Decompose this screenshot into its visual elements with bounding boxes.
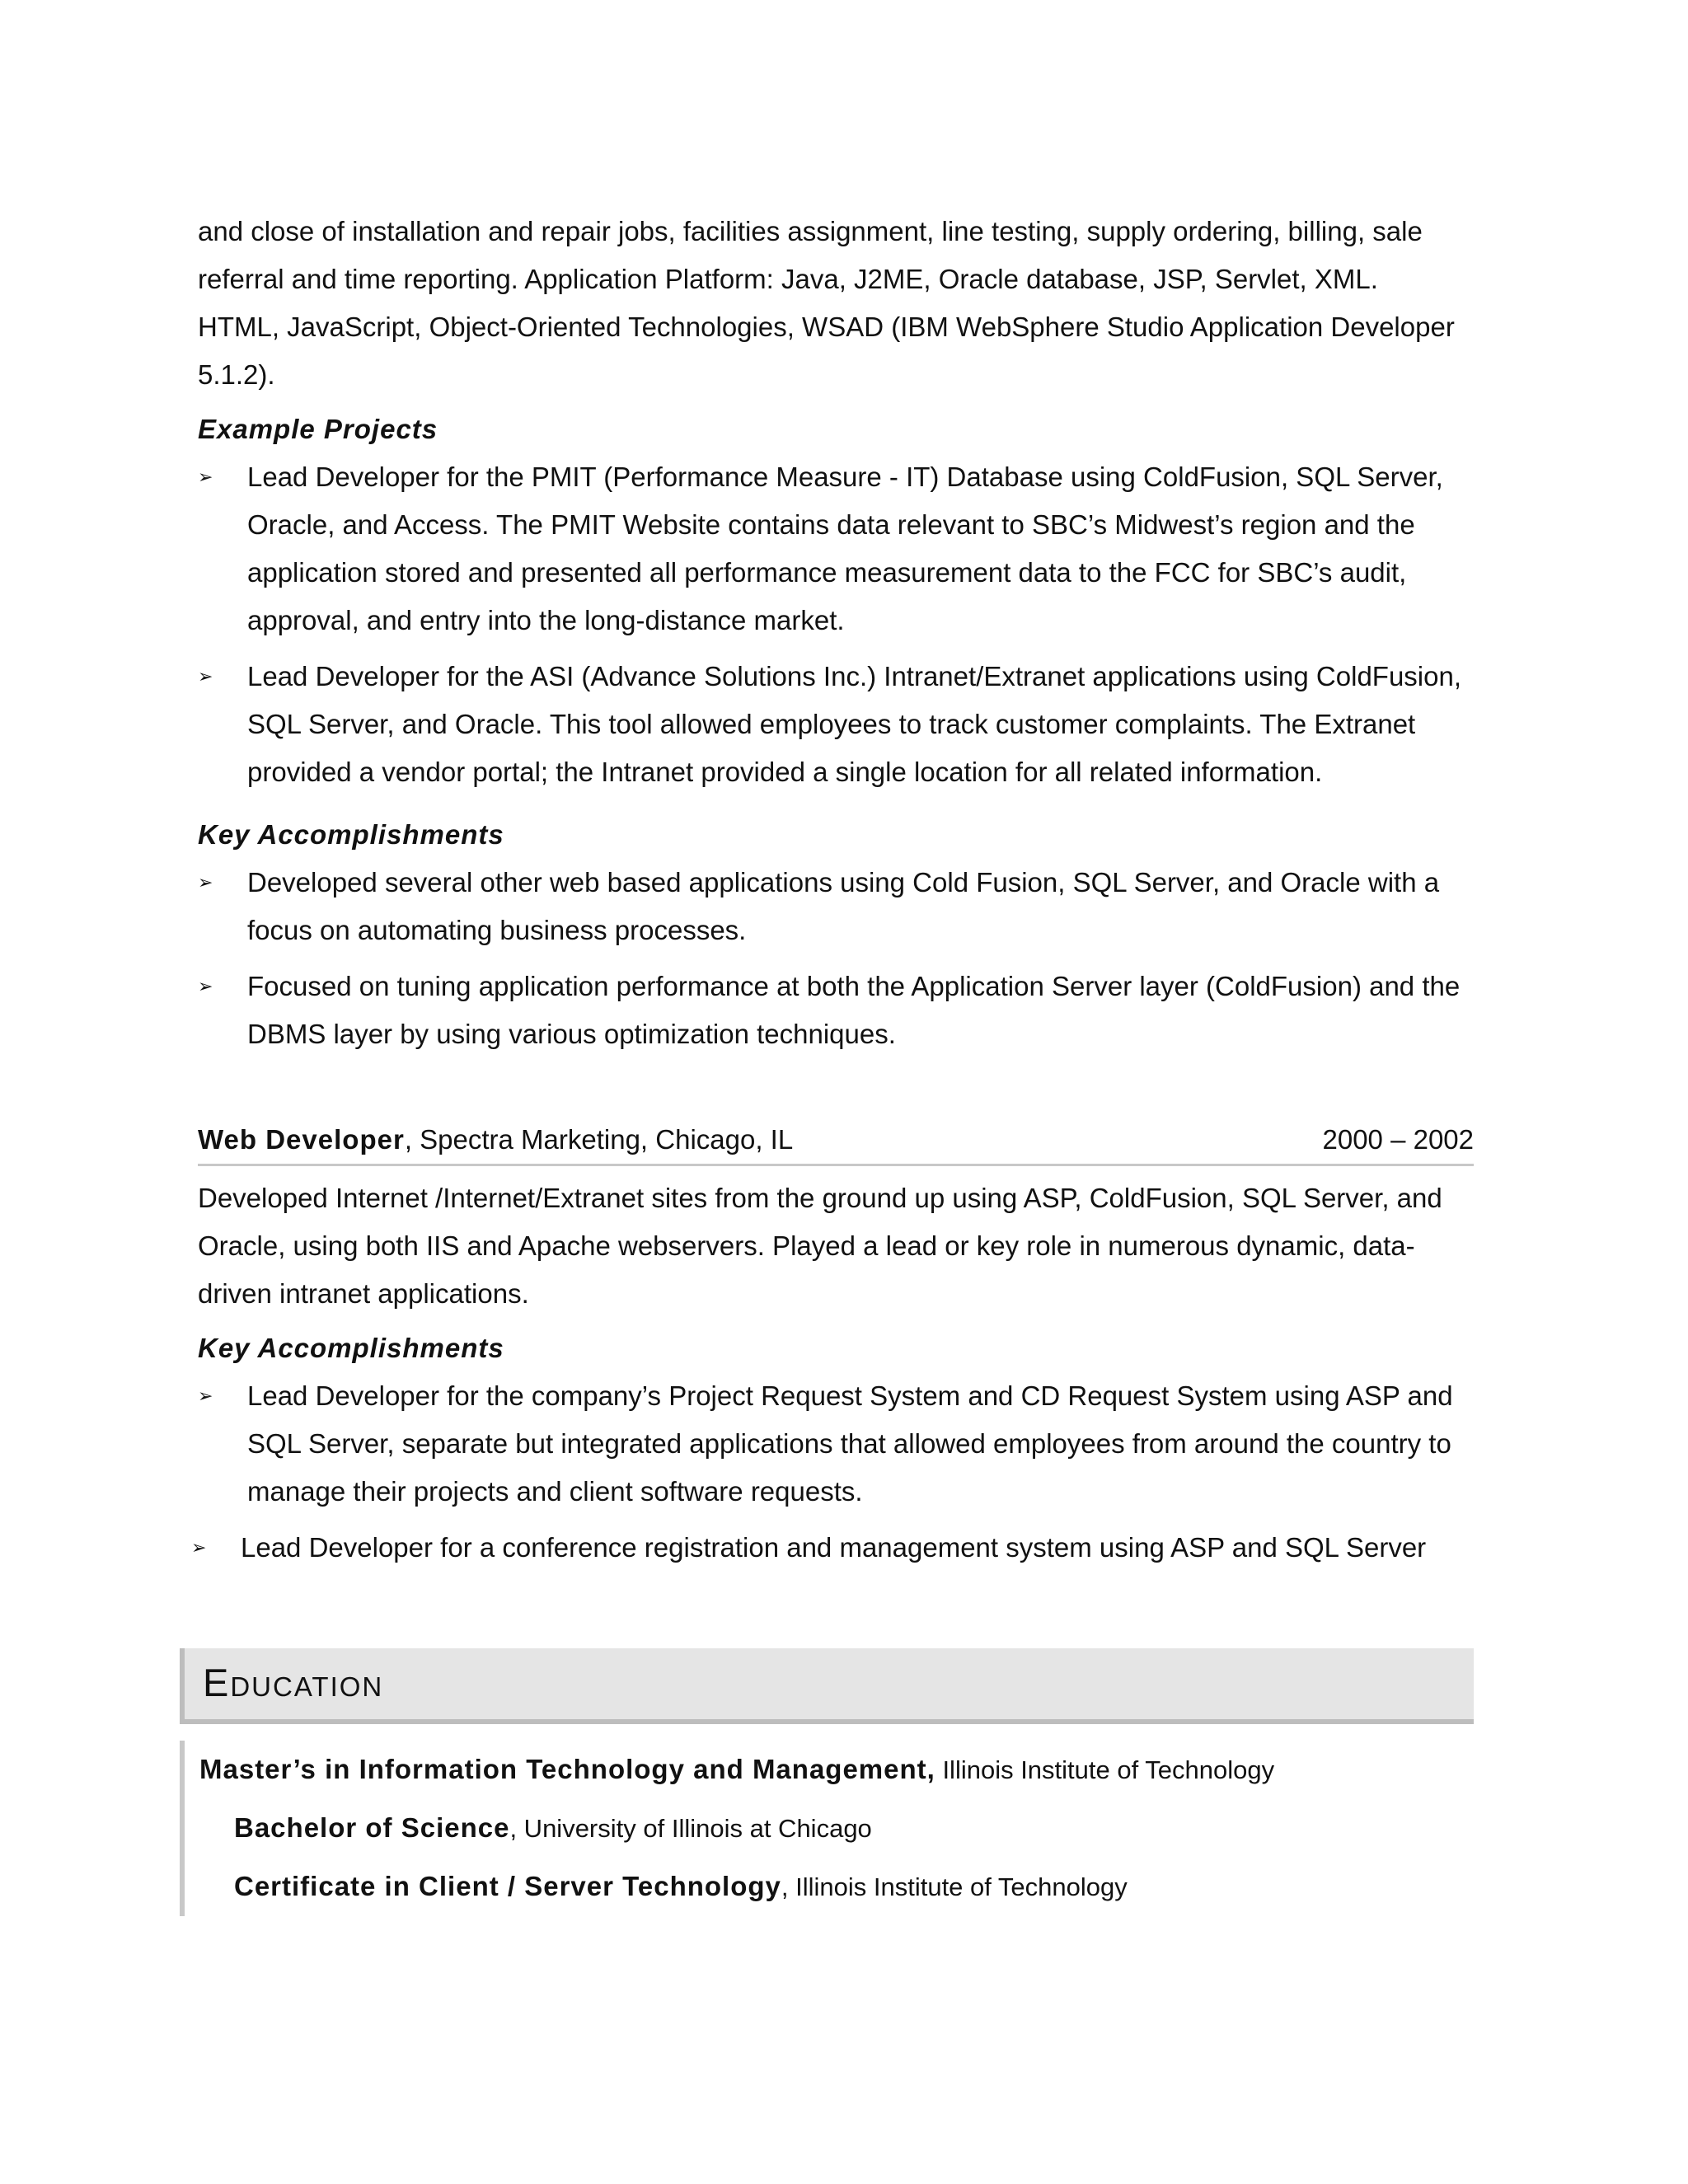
arrowhead-bullet-icon: ➢ <box>198 872 213 893</box>
list-item-text: Lead Developer for a conference registration and management system using ASP and SQL Server <box>241 1532 1427 1563</box>
intro-paragraph <box>198 208 1474 399</box>
institution: , Illinois Institute of Technology <box>781 1872 1128 1901</box>
education-entry <box>199 1858 1485 1916</box>
intro-line: 5.1.2). <box>198 359 275 390</box>
example-projects-list <box>198 453 1474 796</box>
key-accomplishments-heading: Key Accomplishments <box>198 819 504 850</box>
list-item-text: Developed several other web based applications using Cold Fusion, SQL Server, and Oracle with a focus on automating business processes. <box>247 867 1440 945</box>
key-accomplishments-list <box>198 859 1474 1058</box>
job-company: , Spectra Marketing, Chicago, IL <box>404 1124 794 1155</box>
arrowhead-bullet-icon: ➢ <box>198 666 213 687</box>
arrowhead-bullet-icon: ➢ <box>198 976 213 996</box>
list-item <box>198 1372 1474 1516</box>
intro-line: HTML, JavaScript, Object-Oriented Technologies, WSAD (IBM WebSphere Studio Application Developer <box>198 312 1455 342</box>
key-accomplishments-heading: Key Accomplishments <box>198 1333 504 1363</box>
education-section-header <box>180 1648 1474 1724</box>
institution: Illinois Institute of Technology <box>935 1755 1275 1784</box>
education-entry <box>199 1799 1485 1858</box>
education-list <box>180 1741 1485 1916</box>
list-item <box>191 1524 1474 1572</box>
intro-line: and close of installation and repair jobs, facilities assignment, line testing, supply ordering, billing, sale <box>198 216 1423 246</box>
degree: Bachelor of Science <box>234 1812 510 1843</box>
job-title-line <box>198 1116 793 1164</box>
degree: Master’s in Information Technology and Management, <box>199 1754 935 1784</box>
list-item-text: Lead Developer for the ASI (Advance Solutions Inc.) Intranet/Extranet applications using ColdFusion, SQL Server, and Oracle. This tool allowed employees to track customer complaints. The Extranet provided a vendor portal; the Intranet provided a single location for all related information. <box>247 661 1462 787</box>
arrowhead-bullet-icon: ➢ <box>198 466 213 487</box>
institution: , University of Illinois at Chicago <box>509 1814 872 1843</box>
list-item-text: Lead Developer for the company’s Project Request System and CD Request System using ASP and SQL Server, separate but integrated applications that allowed employees from around the country to manage their projects and client software requests. <box>247 1380 1453 1507</box>
list-item <box>198 653 1474 796</box>
list-item-text: Focused on tuning application performance at both the Application Server layer (ColdFusion) and the DBMS layer by using various optimization techniques. <box>247 971 1461 1049</box>
example-projects-heading: Example Projects <box>198 414 438 444</box>
list-item <box>198 859 1474 954</box>
list-item <box>198 963 1474 1058</box>
section-title: Education <box>203 1661 384 1704</box>
arrowhead-bullet-icon: ➢ <box>198 1385 213 1406</box>
arrowhead-bullet-icon: ➢ <box>191 1537 207 1558</box>
intro-line: referral and time reporting. Application Platform: Java, J2ME, Oracle database, JSP, Servlet, XML. <box>198 264 1378 294</box>
job-header <box>198 1116 1474 1166</box>
education-entry <box>199 1741 1485 1799</box>
resume-page <box>191 208 1474 1580</box>
job-description: Developed Internet /Internet/Extranet sites from the ground up using ASP, ColdFusion, SQL Server, and Oracle, using both IIS and Apache webservers. Played a lead or key role in numerous dynamic, data-driven intranet applications. <box>198 1183 1442 1309</box>
key-accomplishments-list <box>191 1372 1474 1572</box>
job-title: Web Developer <box>198 1124 405 1155</box>
job-dates: 2000 – 2002 <box>1322 1124 1474 1155</box>
degree: Certificate in Client / Server Technology <box>234 1871 781 1901</box>
list-item <box>198 453 1474 644</box>
list-item-text: Lead Developer for the PMIT (Performance Measure - IT) Database using ColdFusion, SQL Server, Oracle, and Access. The PMIT Website contains data relevant to SBC’s Midwest’s region and the application stored and presented all performance measurement data to the FCC for SBC’s audit, approval, and entry into the long-distance market. <box>247 462 1443 635</box>
